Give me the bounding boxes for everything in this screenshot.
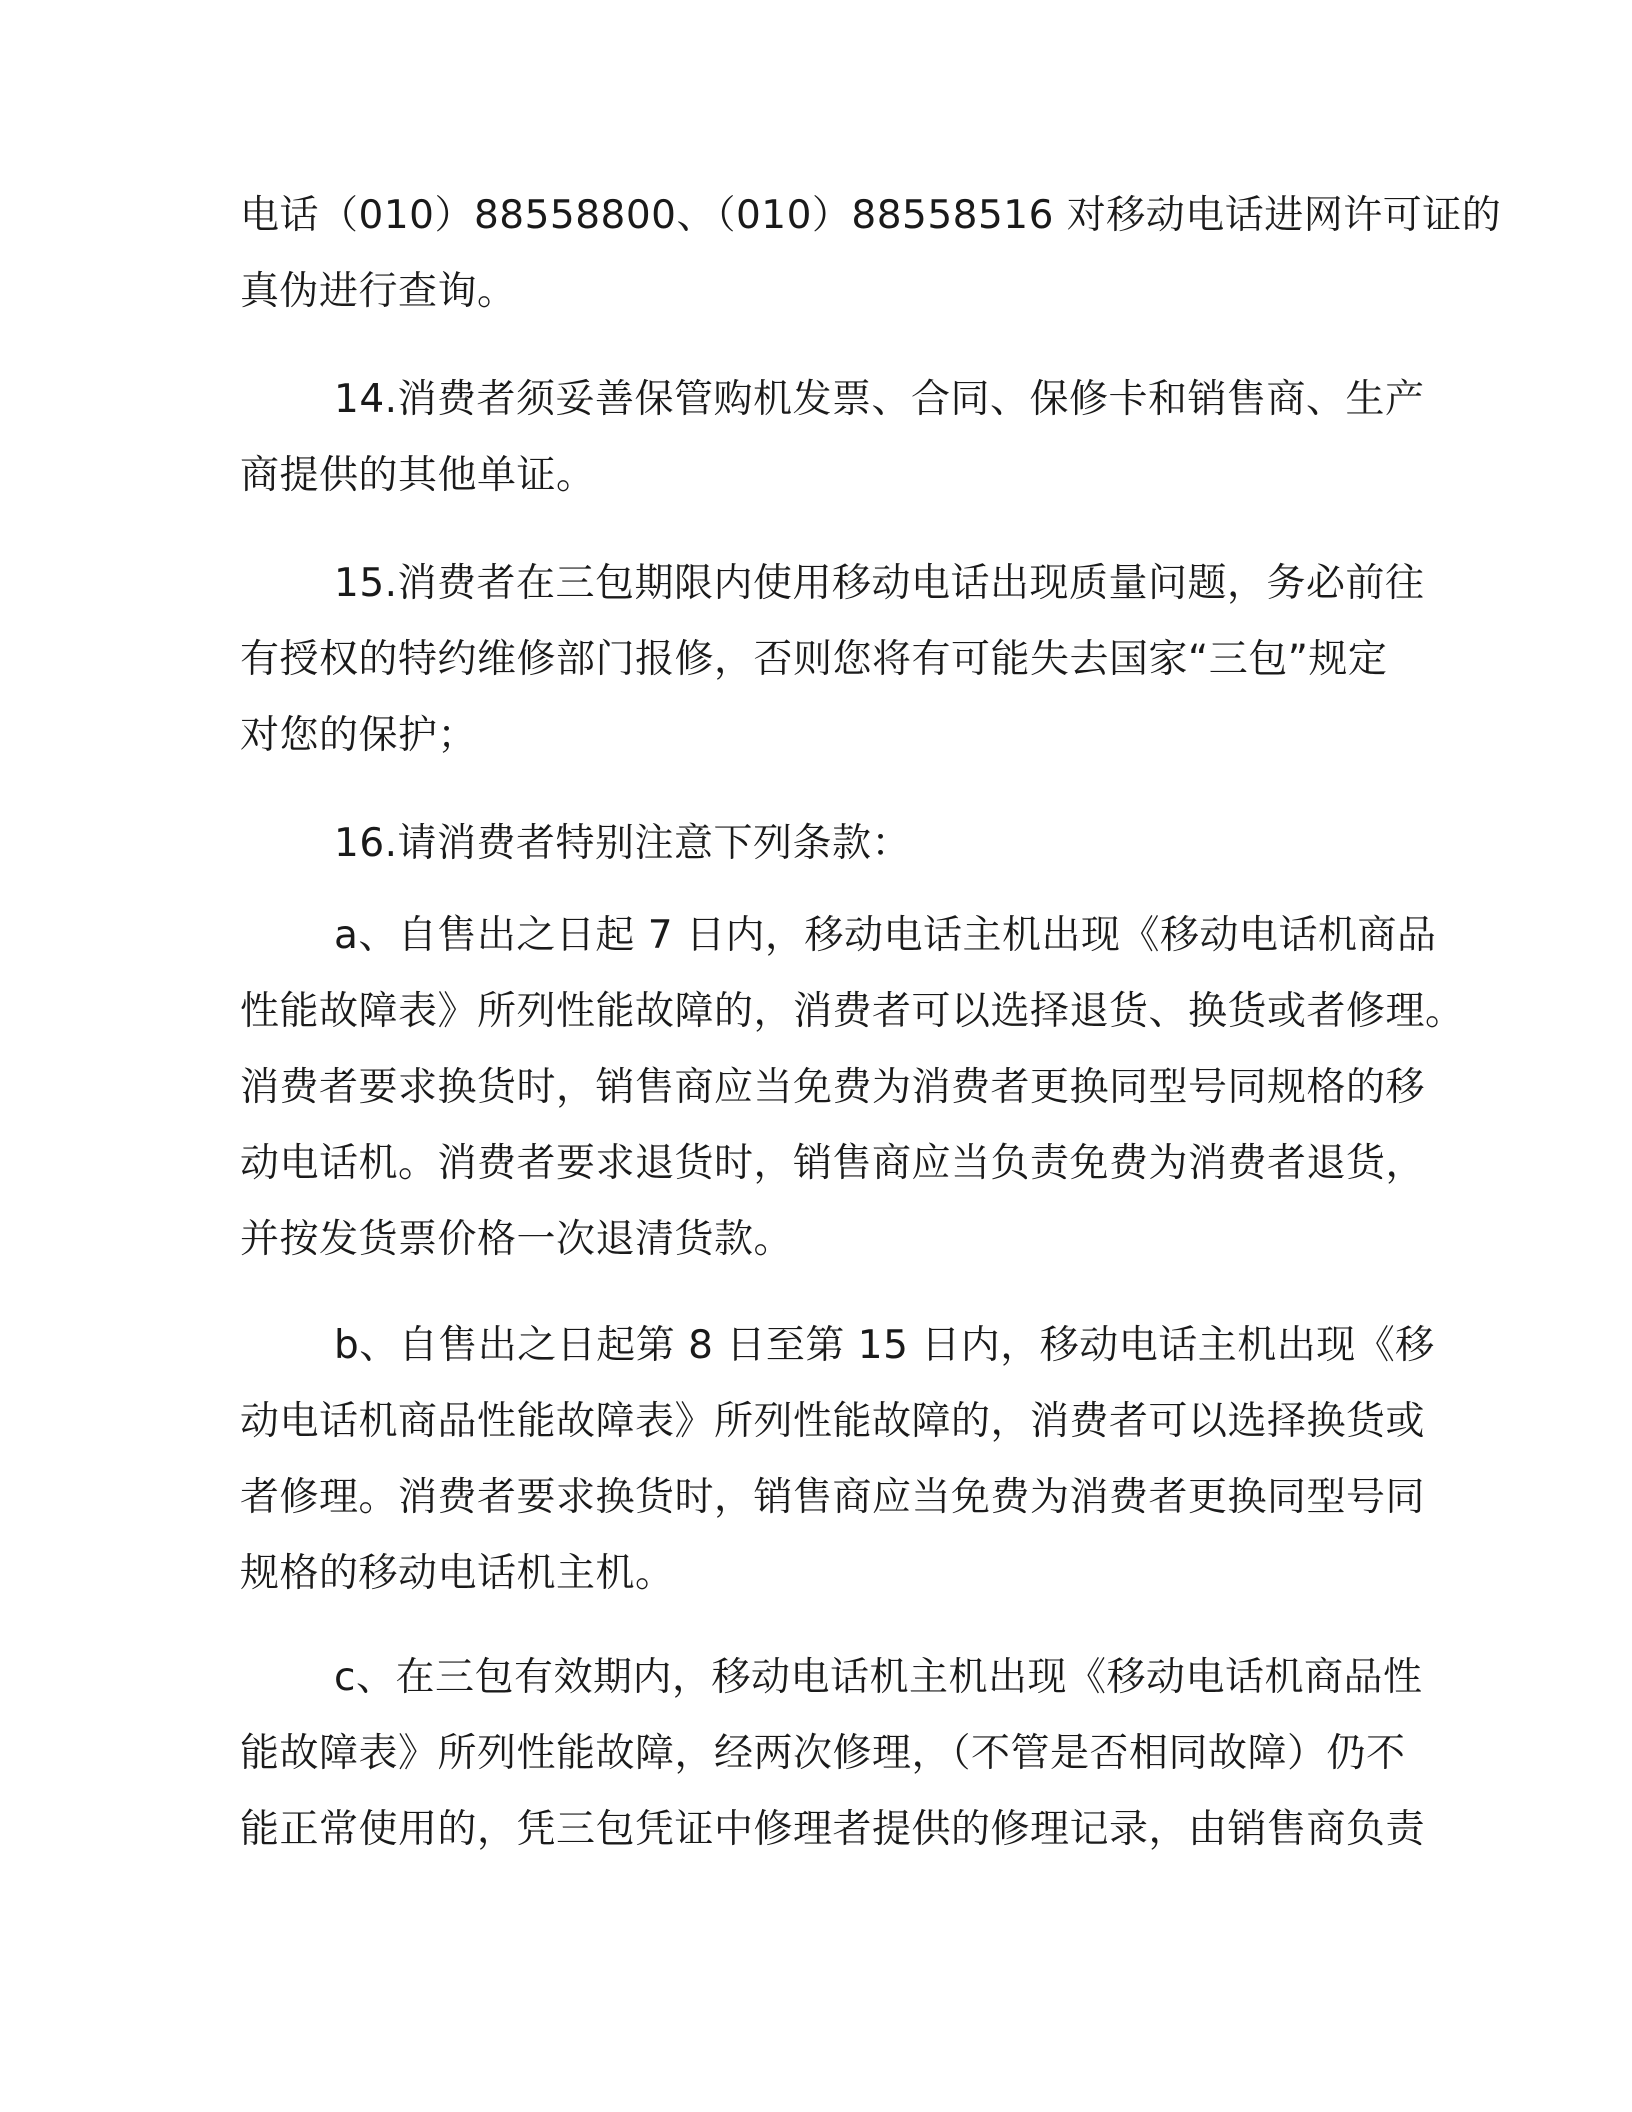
paragraph-13-line-1: 电话（010）88558800、（010）88558516 对移动电话进网许可证的 bbox=[240, 193, 1502, 238]
clause-b-line-3: 者修理。消费者要求换货时，销售商应当免费为消费者更换同型号同 bbox=[240, 1475, 1426, 1520]
paragraph-13-line-2: 真伪进行查询。 bbox=[240, 269, 517, 314]
clause-b-line-2: 动电话机商品性能故障表》所列性能故障的，消费者可以选择换货或 bbox=[240, 1399, 1426, 1444]
clause-a-line-1: a、自售出之日起 7 日内，移动电话主机出现《移动电话机商品 bbox=[334, 913, 1437, 958]
clause-c-line-1: c、在三包有效期内，移动电话机主机出现《移动电话机商品性 bbox=[334, 1655, 1423, 1700]
clause-c-line-2: 能故障表》所列性能故障，经两次修理，（不管是否相同故障）仍不 bbox=[240, 1731, 1406, 1776]
clause-a-line-5: 并按发货票价格一次退清货款。 bbox=[240, 1217, 794, 1262]
paragraph-16-line-1: 16.请消费者特别注意下列条款： bbox=[334, 821, 912, 866]
clause-b-line-1: b、自售出之日起第 8 日至第 15 日内，移动电话主机出现《移 bbox=[334, 1323, 1435, 1368]
clause-b-line-4: 规格的移动电话机主机。 bbox=[240, 1551, 675, 1596]
clause-a-line-4: 动电话机。消费者要求退货时，销售商应当负责免费为消费者退货， bbox=[240, 1141, 1426, 1186]
clause-a-line-2: 性能故障表》所列性能故障的，消费者可以选择退货、换货或者修理。 bbox=[240, 989, 1465, 1034]
paragraph-14-line-2: 商提供的其他单证。 bbox=[240, 453, 596, 498]
paragraph-15-line-1: 15.消费者在三包期限内使用移动电话出现质量问题，务必前往 bbox=[334, 561, 1425, 606]
clause-a-line-3: 消费者要求换货时，销售商应当免费为消费者更换同型号同规格的移 bbox=[240, 1065, 1426, 1110]
paragraph-14-line-1: 14.消费者须妥善保管购机发票、合同、保修卡和销售商、生产 bbox=[334, 377, 1425, 422]
paragraph-15-line-2: 有授权的特约维修部门报修，否则您将有可能失去国家“三包”规定 bbox=[240, 637, 1388, 682]
paragraph-15-line-3: 对您的保护； bbox=[240, 713, 478, 758]
clause-c-line-3: 能正常使用的，凭三包凭证中修理者提供的修理记录，由销售商负责 bbox=[240, 1807, 1426, 1852]
